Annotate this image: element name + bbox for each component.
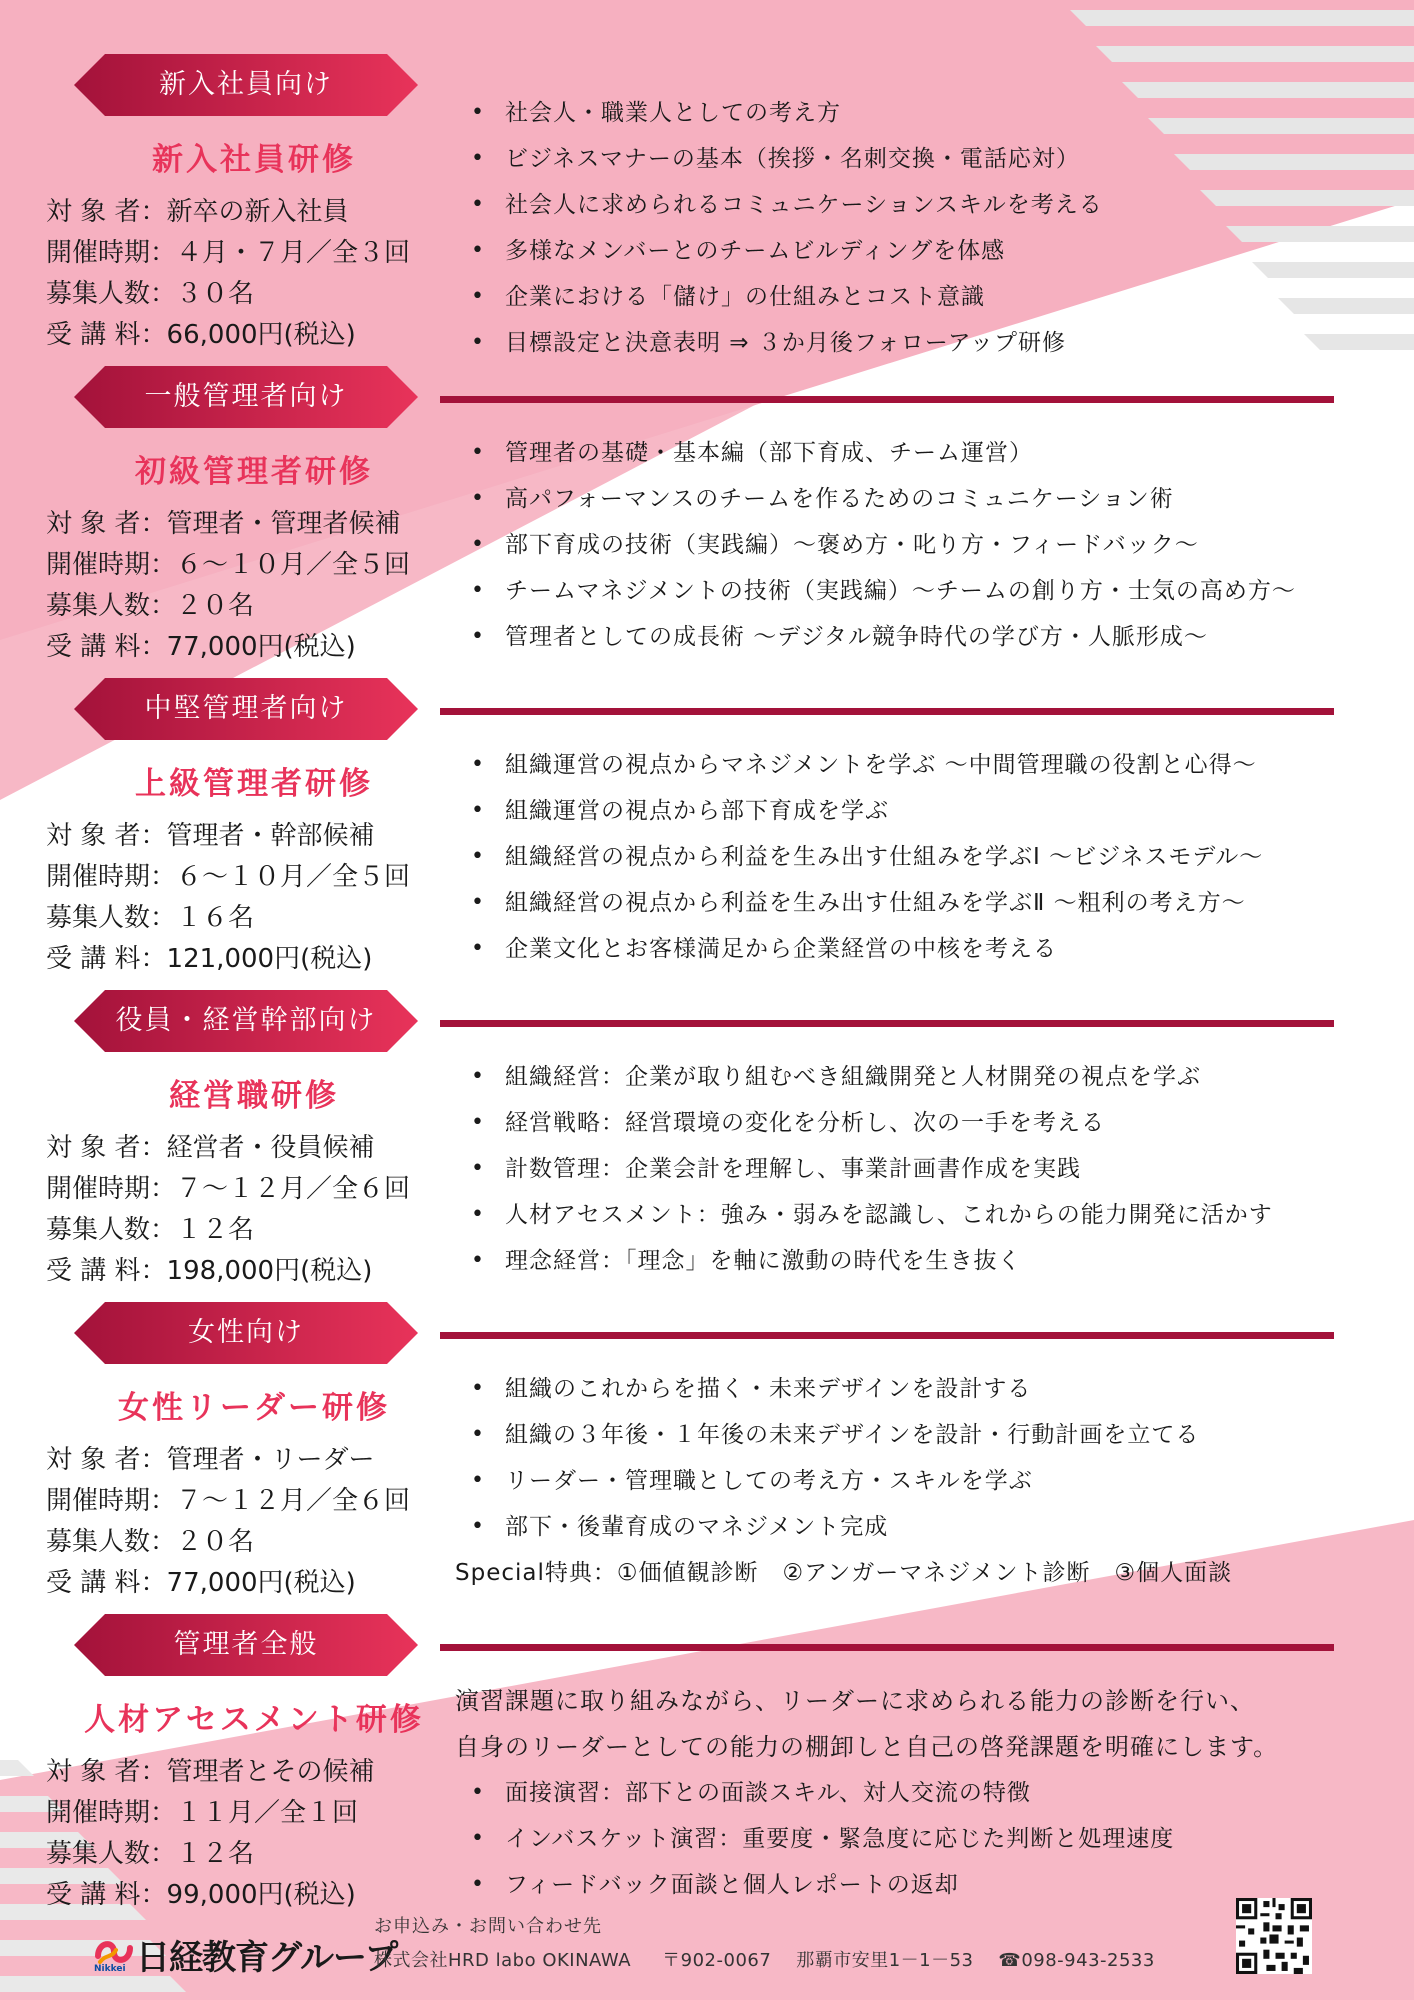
bullet-item: • 経営戦略：経営環境の変化を分析し、次の一手を考える xyxy=(455,1100,1405,1146)
section-divider xyxy=(440,1332,1334,1339)
qr-code-icon[interactable] xyxy=(1236,1898,1312,1974)
detail-row: 受 講 料：77,000円(税込) xyxy=(46,1568,356,1598)
bullet-item: • 目標設定と決意表明 ⇒ ３か月後フォローアップ研修 xyxy=(455,320,1405,366)
bullet-item: • 組織経営：企業が取り組むべき組織開発と人材開発の視点を学ぶ xyxy=(455,1054,1405,1100)
course-title: 新入社員研修 xyxy=(152,142,356,178)
phone-number[interactable]: ☎098-943-2533 xyxy=(998,1950,1155,1971)
course-points xyxy=(455,430,1405,660)
bullet-item: • 社会人に求められるコミュニケーションスキルを考える xyxy=(455,182,1405,228)
bullet-item: • 人材アセスメント：強み・弱みを認識し、これからの能力開発に活かす xyxy=(455,1192,1405,1238)
banner-label: 新入社員向け xyxy=(159,69,333,100)
course-intro-line: 演習課題に取り組みながら、リーダーに求められる能力の診断を行い、 xyxy=(455,1687,1255,1715)
detail-row: 開催時期：４月・７月／全３回 xyxy=(46,238,411,268)
bullet-item: • 管理者としての成長術 ～デジタル競争時代の学び方・人脈形成～ xyxy=(455,614,1405,660)
target-banner xyxy=(74,1302,418,1364)
detail-row: 募集人数：１２名 xyxy=(46,1839,255,1869)
target-banner xyxy=(74,990,418,1052)
course-details xyxy=(46,504,466,668)
course-intro-line: 自身のリーダーとしての能力の棚卸しと自己の啓発課題を明確にします。 xyxy=(455,1733,1279,1761)
detail-row: 受 講 料：121,000円(税込) xyxy=(46,944,373,974)
course-title: 女性リーダー研修 xyxy=(118,1390,390,1426)
target-banner xyxy=(74,54,418,116)
course-details xyxy=(46,192,466,356)
course-section-mid-manager xyxy=(0,678,1414,990)
detail-row: 開催時期：７～１２月／全６回 xyxy=(46,1486,411,1516)
bullet-item: • 管理者の基礎・基本編（部下育成、チーム運営） xyxy=(455,430,1405,476)
bullet-item: • 計数管理：企業会計を理解し、事業計画書作成を実践 xyxy=(455,1146,1405,1192)
banner-label: 役員・経営幹部向け xyxy=(115,1005,377,1036)
target-banner xyxy=(74,678,418,740)
detail-row: 受 講 料：77,000円(税込) xyxy=(46,632,356,662)
company-name: 株式会社HRD labo OKINAWA xyxy=(374,1950,632,1971)
detail-row: 対 象 者：新卒の新入社員 xyxy=(46,197,349,227)
detail-row: 対 象 者：管理者・幹部候補 xyxy=(46,821,375,851)
bullet-item: • 組織経営の視点から利益を生み出す仕組みを学ぶⅠ ～ビジネスモデル～ xyxy=(455,834,1405,880)
detail-row: 募集人数：１２名 xyxy=(46,1215,255,1245)
detail-row: 受 講 料：99,000円(税込) xyxy=(46,1880,356,1910)
bullet-item: • 部下・後輩育成のマネジメント完成 xyxy=(455,1504,1405,1550)
detail-row: 対 象 者：経営者・役員候補 xyxy=(46,1133,375,1163)
course-points xyxy=(455,742,1405,972)
course-section-new-employee xyxy=(0,54,1414,366)
section-divider xyxy=(440,708,1334,715)
course-details xyxy=(46,816,466,980)
section-divider xyxy=(440,396,1334,403)
course-points xyxy=(455,1678,1405,1908)
section-divider xyxy=(440,1020,1334,1027)
banner-label: 管理者全般 xyxy=(173,1629,319,1660)
bullet-item: • 組織運営の視点から部下育成を学ぶ xyxy=(455,788,1405,834)
course-section-assessment xyxy=(0,1614,1414,1926)
course-title: 経営職研修 xyxy=(169,1078,339,1114)
target-banner xyxy=(74,366,418,428)
nikkei-logo xyxy=(94,1930,398,1980)
bullet-item: • リーダー・管理職としての考え方・スキルを学ぶ xyxy=(455,1458,1405,1504)
footer xyxy=(0,1890,1414,2000)
banner-label: 中堅管理者向け xyxy=(144,693,348,724)
detail-row: 受 講 料：198,000円(税込) xyxy=(46,1256,373,1286)
course-title: 初級管理者研修 xyxy=(135,454,373,490)
bullet-item: • 高パフォーマンスのチームを作るためのコミュニケーション術 xyxy=(455,476,1405,522)
course-section-executive xyxy=(0,990,1414,1302)
contact-line xyxy=(374,1946,1155,1972)
detail-row: 対 象 者：管理者・リーダー xyxy=(46,1445,375,1475)
detail-row: 開催時期：６～１０月／全５回 xyxy=(46,550,411,580)
bullet-item: • 理念経営：「理念」を軸に激動の時代を生き抜く xyxy=(455,1238,1405,1284)
bullet-item: • 組織の３年後・１年後の未来デザインを設計・行動計画を立てる xyxy=(455,1412,1405,1458)
course-points xyxy=(455,1054,1405,1284)
logo-sub-label: Nikkei xyxy=(94,1964,126,1974)
bullet-item: • 組織経営の視点から利益を生み出す仕組みを学ぶⅡ ～粗利の考え方～ xyxy=(455,880,1405,926)
bullet-item: • 企業における「儲け」の仕組みとコスト意識 xyxy=(455,274,1405,320)
logo-text: 日経教育グループ xyxy=(136,1938,398,1978)
bullet-item: • インバスケット演習：重要度・緊急度に応じた判断と処理速度 xyxy=(455,1816,1405,1862)
bullet-item: • 企業文化とお客様満足から企業経営の中核を考える xyxy=(455,926,1405,972)
postal-code: 〒902-0067 xyxy=(662,1950,772,1971)
course-points xyxy=(455,1366,1405,1596)
bullet-item: • 社会人・職業人としての考え方 xyxy=(455,90,1405,136)
detail-row: 募集人数：２０名 xyxy=(46,591,255,621)
detail-row: 募集人数：１６名 xyxy=(46,903,255,933)
bullet-item: • フィードバック面談と個人レポートの返却 xyxy=(455,1862,1405,1908)
course-details xyxy=(46,1440,466,1604)
detail-row: 開催時期：６～１０月／全５回 xyxy=(46,862,411,892)
detail-row: 開催時期：７～１２月／全６回 xyxy=(46,1174,411,1204)
bullet-item: • チームマネジメントの技術（実践編）～チームの創り方・士気の高め方～ xyxy=(455,568,1405,614)
section-divider xyxy=(440,1644,1334,1651)
detail-row: 募集人数：３０名 xyxy=(46,279,255,309)
detail-row: 受 講 料：66,000円(税込) xyxy=(46,320,356,350)
detail-row: 対 象 者：管理者・管理者候補 xyxy=(46,509,401,539)
bullet-item: • 組織運営の視点からマネジメントを学ぶ ～中間管理職の役割と心得～ xyxy=(455,742,1405,788)
bullet-item: • 多様なメンバーとのチームビルディングを体感 xyxy=(455,228,1405,274)
bullet-item: • ビジネスマナーの基本（挨拶・名刺交換・電話応対） xyxy=(455,136,1405,182)
detail-row: 対 象 者：管理者とその候補 xyxy=(46,1757,375,1787)
course-title: 人材アセスメント研修 xyxy=(84,1702,424,1738)
address: 那覇市安里1－1－53 xyxy=(796,1950,974,1971)
course-title: 上級管理者研修 xyxy=(135,766,373,802)
bullet-item: • 組織のこれからを描く・未来デザインを設計する xyxy=(455,1366,1405,1412)
banner-label: 女性向け xyxy=(188,1317,304,1348)
bullet-item: • 面接演習：部下との面談スキル、対人交流の特徴 xyxy=(455,1770,1405,1816)
contact-label: お申込み・お問い合わせ先 xyxy=(374,1916,602,1937)
detail-row: 開催時期：１１月／全１回 xyxy=(46,1798,359,1828)
course-section-women-leader xyxy=(0,1302,1414,1614)
detail-row: 募集人数：２０名 xyxy=(46,1527,255,1557)
special-bonus-line: Special特典：①価値観診断 ②アンガーマネジメント診断 ③個人面談 xyxy=(455,1560,1233,1586)
course-section-general-manager xyxy=(0,366,1414,678)
course-points xyxy=(455,90,1405,366)
course-details xyxy=(46,1128,466,1292)
bullet-item: • 部下育成の技術（実践編）～褒め方・叱り方・フィードバック～ xyxy=(455,522,1405,568)
target-banner xyxy=(74,1614,418,1676)
banner-label: 一般管理者向け xyxy=(144,381,348,412)
